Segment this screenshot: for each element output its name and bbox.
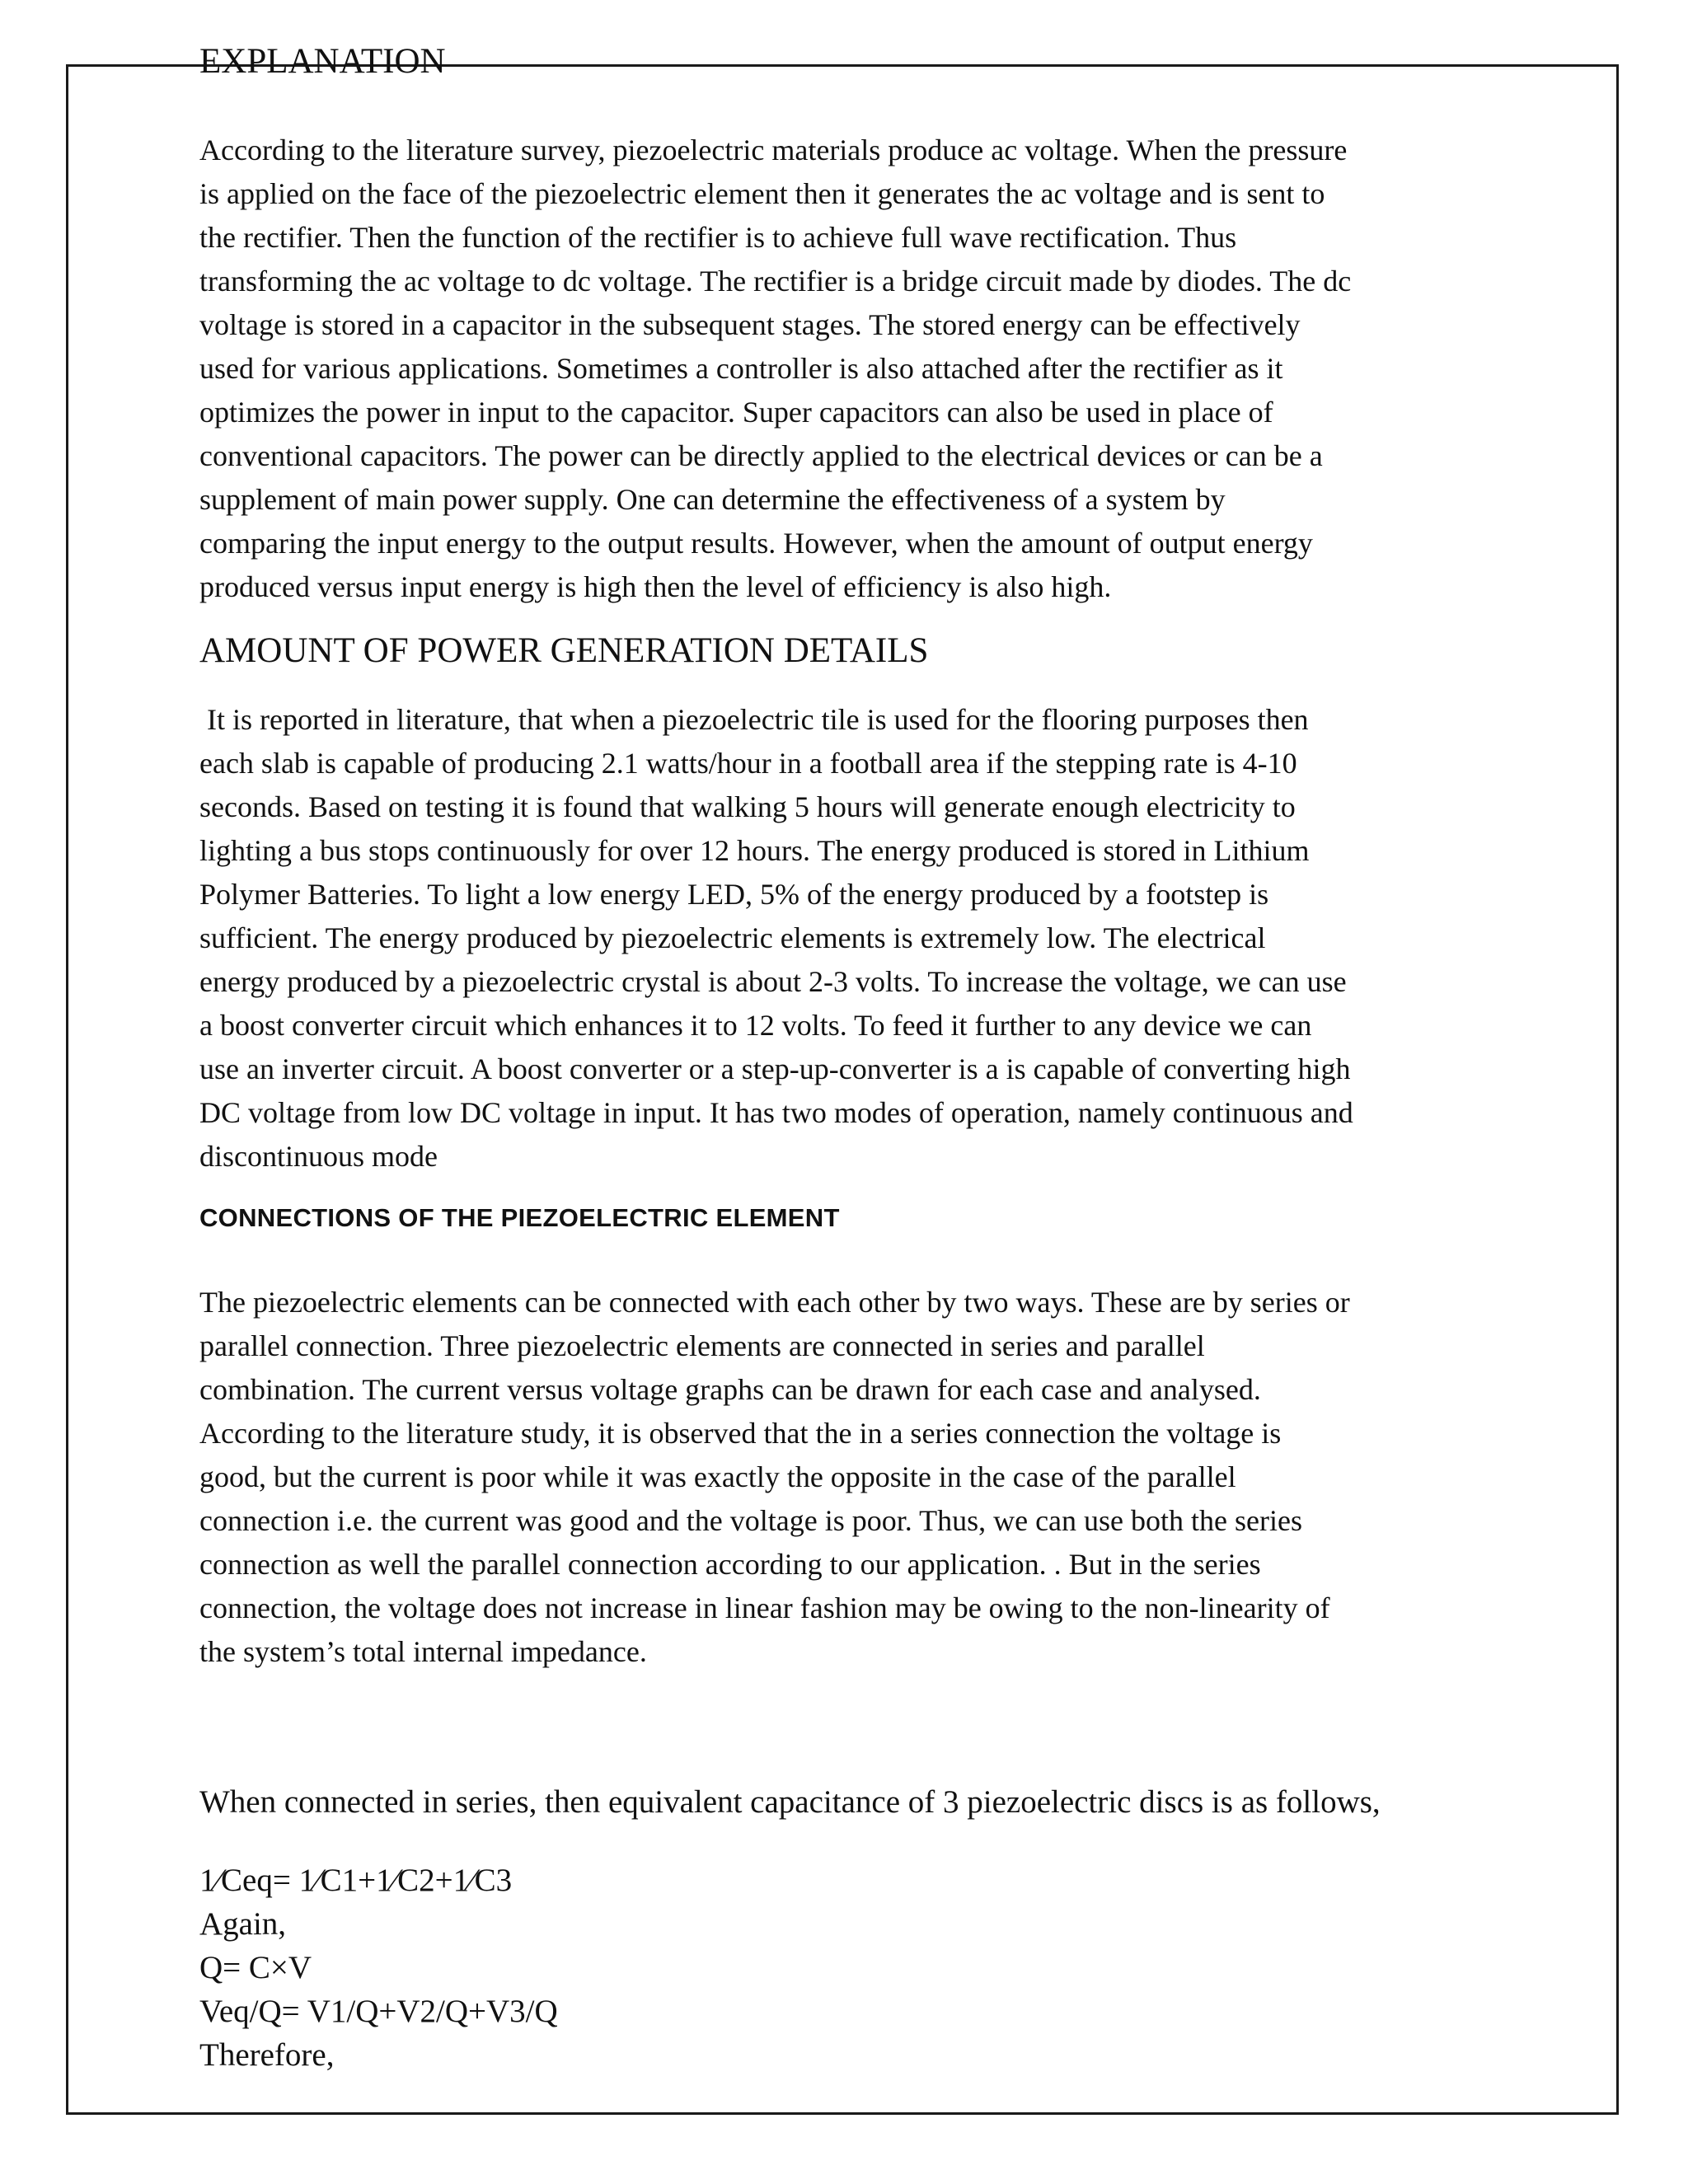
text-line: voltage is stored in a capacitor in the subsequent stages. The stored energy can be effectively bbox=[199, 308, 1301, 341]
text-line: transforming the ac voltage to dc voltage. The rectifier is a bridge circuit made by diodes. The dc bbox=[199, 265, 1352, 298]
text-line: good, but the current is poor while it was exactly the opposite in the case of the parallel bbox=[199, 1460, 1236, 1493]
text-line: comparing the input energy to the output results. However, when the amount of output energy bbox=[199, 527, 1313, 560]
text-line: use an inverter circuit. A boost converter or a step-up-converter is a is capable of converting high bbox=[199, 1052, 1351, 1085]
text-line: discontinuous mode bbox=[199, 1140, 438, 1173]
text-line: supplement of main power supply. One can determine the effectiveness of a system by bbox=[199, 483, 1226, 516]
text-line: each slab is capable of producing 2.1 watts/hour in a football area if the stepping rate is 4-10 bbox=[199, 747, 1297, 780]
connections-heading: CONNECTIONS OF THE PIEZOELECTRIC ELEMENT bbox=[199, 1203, 840, 1232]
equivalent-capacitance-formula: 1⁄Ceq= 1⁄C1+1⁄C2+1⁄C3 bbox=[199, 1863, 513, 1898]
power-generation-heading: AMOUNT OF POWER GENERATION DETAILS bbox=[199, 631, 929, 670]
document-body bbox=[199, 38, 1485, 2077]
text-line: is applied on the face of the piezoelectric element then it generates the ac voltage and is sent to bbox=[199, 177, 1325, 210]
text-line: used for various applications. Sometimes a controller is also attached after the rectifier as it bbox=[199, 352, 1283, 385]
series-capacitance-intro: When connected in series, then equivalent capacitance of 3 piezoelectric discs is as follows, bbox=[199, 1784, 1381, 1820]
text-line: energy produced by a piezoelectric crystal is about 2-3 volts. To increase the voltage, we can use bbox=[199, 965, 1347, 998]
power-generation-paragraph bbox=[199, 698, 1485, 1179]
voltage-formula: Veq/Q= V1/Q+V2/Q+V3/Q bbox=[199, 1994, 558, 2029]
text-line: the rectifier. Then the function of the rectifier is to achieve full wave rectification. Thus bbox=[199, 221, 1237, 254]
text-line: connection i.e. the current was good and the voltage is poor. Thus, we can use both the series bbox=[199, 1504, 1302, 1537]
explanation-paragraph bbox=[199, 129, 1485, 609]
text-line: It is reported in literature, that when a piezoelectric tile is used for the flooring purposes then bbox=[199, 703, 1309, 736]
text-line: lighting a bus stops continuously for over 12 hours. The energy produced is stored in Lithium bbox=[199, 834, 1310, 867]
formula-block bbox=[199, 1858, 1485, 2077]
text-line: connection as well the parallel connection according to our application. . But in the series bbox=[199, 1548, 1261, 1581]
text-line: combination. The current versus voltage graphs can be drawn for each case and analysed. bbox=[199, 1373, 1261, 1406]
explanation-heading: EXPLANATION bbox=[199, 42, 446, 81]
text-line: DC voltage from low DC voltage in input. It has two modes of operation, namely continuous and bbox=[199, 1096, 1353, 1129]
text-line: optimizes the power in input to the capacitor. Super capacitors can also be used in place of bbox=[199, 396, 1273, 429]
text-line: produced versus input energy is high then the level of efficiency is also high. bbox=[199, 570, 1112, 603]
text-line: The piezoelectric elements can be connected with each other by two ways. These are by series or bbox=[199, 1286, 1350, 1319]
text-line: a boost converter circuit which enhances it to 12 volts. To feed it further to any device we can bbox=[199, 1009, 1312, 1042]
charge-formula: Q= C×V bbox=[199, 1950, 312, 1985]
formula-text: Again, bbox=[199, 1906, 287, 1942]
text-line: connection, the voltage does not increase in linear fashion may be owing to the non-linearity of bbox=[199, 1591, 1330, 1624]
connections-paragraph bbox=[199, 1281, 1485, 1674]
text-line: According to the literature study, it is observed that the in a series connection the voltage is bbox=[199, 1417, 1282, 1450]
text-line: seconds. Based on testing it is found that walking 5 hours will generate enough electricity to bbox=[199, 790, 1296, 823]
text-line: parallel connection. Three piezoelectric elements are connected in series and parallel bbox=[199, 1329, 1205, 1362]
text-line: According to the literature survey, piezoelectric materials produce ac voltage. When the pressure bbox=[199, 134, 1348, 166]
text-line: Polymer Batteries. To light a low energy LED, 5% of the energy produced by a footstep is bbox=[199, 878, 1269, 911]
text-line: conventional capacitors. The power can be directly applied to the electrical devices or can be a bbox=[199, 439, 1323, 472]
text-line: the system’s total internal impedance. bbox=[199, 1635, 647, 1668]
formula-text: Therefore, bbox=[199, 2037, 335, 2073]
text-line: sufficient. The energy produced by piezoelectric elements is extremely low. The electrical bbox=[199, 921, 1266, 954]
